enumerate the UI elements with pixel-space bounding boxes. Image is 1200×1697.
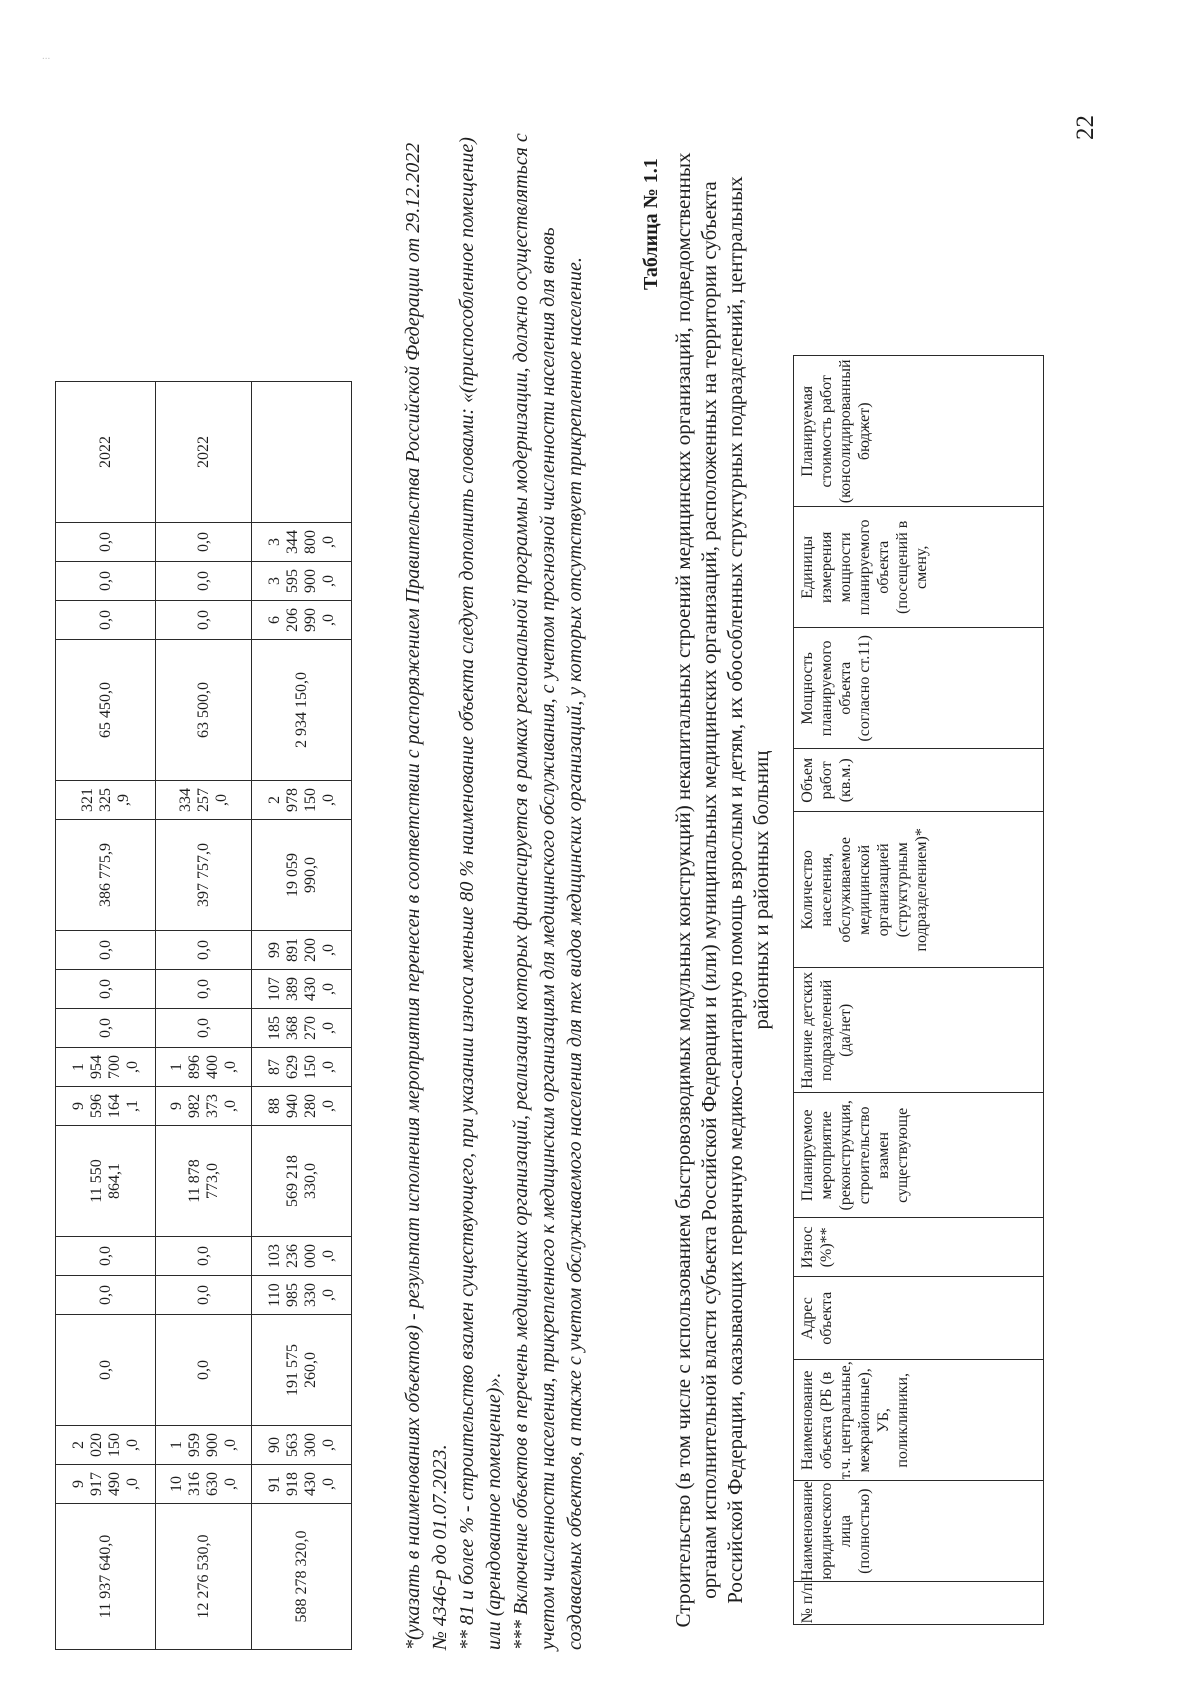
table-cell-c13: 334 257 ,0 [156, 781, 252, 820]
table-cell-c2: 2 020 150 ,0 [56, 1426, 156, 1465]
header-table [793, 355, 1044, 1625]
table-cell-c5: 0,0 [156, 1237, 252, 1276]
footnote-3: *** Включение объектов в перечень медицинских организаций, реализация которых финансируется в рамках региональной программы модернизации, должно осуществляться с учетом численности населения, прикрепленного к медицинским организациям для медицинского обслуживания, с учетом прогнозной численности населения для вновь создаваемых объектов, а также с учетом обслуживаемого населения для тех видов медицинских организаций, у которых отсутствует прикрепленное население. [510, 133, 586, 1650]
header-cell-6: Планируемое мероприятие (реконструкция, строительство взамен существующе [794, 1093, 1044, 1218]
table-cell-c15: 0,0 [156, 601, 252, 640]
table-cell-total: 11 937 640,0 [56, 1504, 156, 1650]
table-cell-c13: 2 978 150 ,0 [252, 781, 352, 820]
table-cell-c7: 88 940 280 ,0 [252, 1087, 352, 1126]
page-number: 22 [1072, 115, 1099, 140]
table-cell-c8: 87 629 150 ,0 [252, 1048, 352, 1087]
table-cell-year [252, 382, 352, 523]
header-cell-1: № п/п [794, 1582, 1044, 1625]
table-cell-c3: 0,0 [156, 1315, 252, 1426]
table-cell-c9: 185 368 270 ,0 [252, 1009, 352, 1048]
footnotes [400, 120, 589, 1650]
table-cell-c3: 0,0 [56, 1315, 156, 1426]
footnote-2: ** 81 и более % - строительство взамен существующего, при указании износа меньше 80 % наименование объекта следует дополнить словами: «(приспособленное помещение) или (арендованное помещение)». [456, 137, 505, 1650]
table-cell-year: 2022 [156, 382, 252, 523]
header-cell-7: Наличие детских подразделений (да/нет) [794, 968, 1044, 1093]
table-cell-c5: 0,0 [56, 1237, 156, 1276]
table-title: Строительство (в том числе с использованием быстровозводимых модульных конструкций) некапитальных строений медицинских организаций, подведомственных органам исполнительной власти субъекта Российской Федерации и (или) муниципальных медицинских организаций, расположенных на территории субъекта Российской Федерации, оказывающих первичную медико-санитарную помощь взрослым и детям, их обособленных структурных подразделений, центральных районных и районных больниц [671, 152, 773, 1628]
table-cell-c16: 0,0 [56, 562, 156, 601]
table-cell-c11: 0,0 [56, 931, 156, 970]
table-cell-c14: 2 934 150,0 [252, 640, 352, 781]
header-cell-4: Адрес объекта [794, 1277, 1044, 1360]
table-cell-total: 588 278 320,0 [252, 1504, 352, 1650]
table-cell-c1: 9 917 490 ,0 [56, 1465, 156, 1504]
table-cell-c6: 11 878 773,0 [156, 1126, 252, 1237]
table-cell-c17: 0,0 [156, 523, 252, 562]
table-cell-year: 2022 [56, 382, 156, 523]
table-cell-c16: 3 595 900 ,0 [252, 562, 352, 601]
table-cell-c4: 0,0 [156, 1276, 252, 1315]
table-cell-c12: 19 059 990,0 [252, 820, 352, 931]
table-cell-c4: 110 985 330 ,0 [252, 1276, 352, 1315]
table-cell-c11: 0,0 [156, 931, 252, 970]
table-cell-c2: 1 959 900 ,0 [156, 1426, 252, 1465]
table-cell-c16: 0,0 [156, 562, 252, 601]
table-cell-c7: 9 596 164 ,1 [56, 1087, 156, 1126]
header-cell-8: Количество населения, обслуживаемое медицинской организацией (структурным подразделением)* [794, 812, 1044, 968]
table-cell-c5: 103 236 000 ,0 [252, 1237, 352, 1276]
table-cell-c2: 90 563 300 ,0 [252, 1426, 352, 1465]
header-cell-10: Мощность планируемого объекта (согласно ст.11) [794, 628, 1044, 749]
rotated-page-content [55, 90, 1115, 1650]
header-cell-9: Объем работ (кв.м.) [794, 749, 1044, 812]
header-cell-11: Единицы измерения мощности планируемого объекта (посещений в смену, [794, 507, 1044, 628]
header-cell-2: Наименование юридического лица (полностью) [794, 1481, 1044, 1582]
header-cell-3: Наименование объекта (РБ (в т.ч. центральные, межрайонные), УБ, поликлиники, [794, 1360, 1044, 1481]
table-cell-c7: 9 982 373 ,0 [156, 1087, 252, 1126]
table-cell-c15: 0,0 [56, 601, 156, 640]
header-row [794, 356, 1044, 1625]
table-cell-c10: 107 389 430 ,0 [252, 970, 352, 1009]
table-caption: Таблица № 1.1 [640, 158, 662, 290]
table-cell-c10: 0,0 [156, 970, 252, 1009]
table-cell-c14: 63 500,0 [156, 640, 252, 781]
table-cell-c10: 0,0 [56, 970, 156, 1009]
table-row [252, 382, 352, 1650]
footnote-1: *(указать в наименованиях объектов) - результат исполнения мероприятия перенесен в соответствии с распоряжением Правительства Российской Федерации от 29.12.2022 № 4346-р до 01.07.2023. [402, 142, 451, 1650]
header-cell-12: Планируемая стоимость работ (консолидированный бюджет) [794, 356, 1044, 507]
table-cell-c1: 10 316 630 ,0 [156, 1465, 252, 1504]
table-cell-c12: 397 757,0 [156, 820, 252, 931]
table-cell-c17: 3 344 800 ,0 [252, 523, 352, 562]
table-cell-c6: 11 550 864,1 [56, 1126, 156, 1237]
table-row [56, 382, 156, 1650]
table-cell-c4: 0,0 [56, 1276, 156, 1315]
table-cell-c3: 191 575 260,0 [252, 1315, 352, 1426]
table-cell-c9: 0,0 [56, 1009, 156, 1048]
table-cell-c17: 0,0 [56, 523, 156, 562]
table-cell-c15: 6 206 990 ,0 [252, 601, 352, 640]
table-cell-c9: 0,0 [156, 1009, 252, 1048]
scan-mark: ... [42, 50, 51, 62]
top-data-table [55, 381, 352, 1650]
table-cell-total: 12 276 530,0 [156, 1504, 252, 1650]
table-cell-c13: 321 325 ,9 [56, 781, 156, 820]
table-cell-c1: 91 918 430 ,0 [252, 1465, 352, 1504]
table-cell-c12: 386 775,9 [56, 820, 156, 931]
header-cell-5: Износ (%)** [794, 1218, 1044, 1277]
table-row [156, 382, 252, 1650]
table-cell-c14: 65 450,0 [56, 640, 156, 781]
table-cell-c11: 99 891 200 ,0 [252, 931, 352, 970]
table-cell-c8: 1 954 700 ,0 [56, 1048, 156, 1087]
table-cell-c8: 1 896 400 ,0 [156, 1048, 252, 1087]
table-cell-c6: 569 218 330,0 [252, 1126, 352, 1237]
